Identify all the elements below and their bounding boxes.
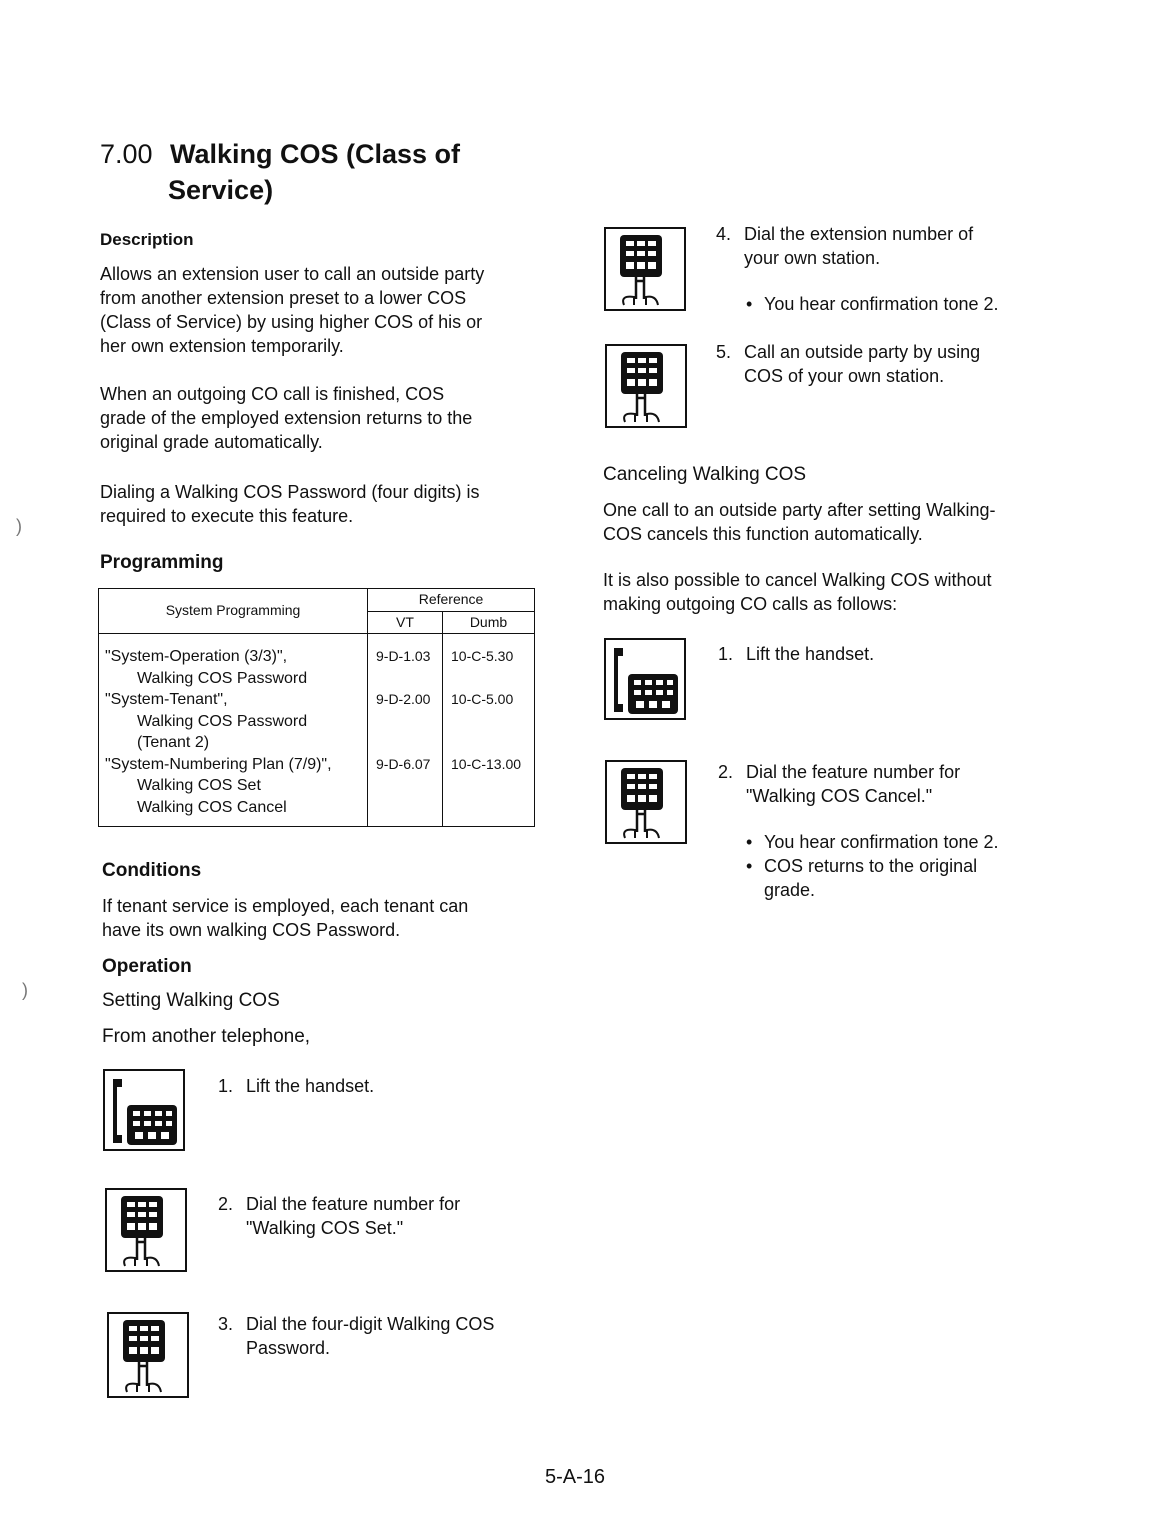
cancel-step-2: 2. Dial the feature number for "Walking COS Cancel." — [718, 762, 961, 806]
margin-mark: ) — [16, 516, 22, 536]
conditions-heading: Conditions — [102, 860, 202, 881]
page-number: 5-A-16 — [545, 1466, 606, 1488]
dumb-reference-cell: 10-C-5.30 10-C-5.00 10-C-13.00 — [443, 634, 535, 827]
dial-keypad-icon — [107, 1312, 189, 1398]
operation-heading: Operation — [102, 956, 192, 977]
operation-step-3: 3. Dial the four-digit Walking COS Password. — [218, 1314, 495, 1358]
margin-mark: ) — [22, 980, 28, 1000]
operation-step-5: 5. Call an outside party by using COS of your own station. — [716, 342, 981, 386]
programming-heading: Programming — [100, 552, 224, 573]
conditions-text: If tenant service is employed, each tenant can have its own walking COS Password. — [102, 896, 469, 940]
table-row — [99, 634, 535, 827]
column-header-reference: Reference — [368, 589, 535, 612]
step-4-bullet: • You hear confirmation tone 2. — [746, 294, 999, 314]
column-header-dumb: Dumb — [443, 611, 535, 634]
dial-keypad-icon — [105, 1188, 187, 1272]
canceling-paragraph-2: It is also possible to cancel Walking COS without making outgoing CO calls as follows: — [603, 570, 992, 614]
description-paragraph-2: When an outgoing CO call is finished, COS grade of the employed extension returns to the original grade automatically. — [100, 384, 473, 452]
section-number: 7.00 — [100, 139, 153, 169]
operation-intro: From another telephone, — [102, 1026, 311, 1047]
operation-step-2: 2. Dial the feature number for "Walking COS Set." — [218, 1194, 461, 1238]
handset-lift-icon — [103, 1069, 185, 1151]
dial-keypad-icon — [605, 344, 687, 428]
canceling-heading: Canceling Walking COS — [603, 464, 807, 485]
section-title-line1: Walking COS (Class of — [170, 139, 461, 169]
dial-keypad-icon — [604, 227, 686, 311]
description-paragraph-1: Allows an extension user to call an outside party from another extension preset to a lower COS (Class of Service) by using higher COS of his or her own extension temporarily. — [100, 264, 485, 356]
canceling-paragraph-1: One call to an outside party after setting Walking- COS cancels this function automatically. — [603, 500, 996, 544]
dial-keypad-icon — [605, 760, 687, 844]
cancel-step-2-bullets: • You hear confirmation tone 2. • COS returns to the original grade. — [746, 832, 999, 900]
section-title-line2: Service) — [168, 175, 274, 205]
operation-subheading: Setting Walking COS — [102, 990, 280, 1011]
section-title — [100, 136, 460, 208]
operation-step-4: 4. Dial the extension number of your own station. — [716, 224, 974, 268]
handset-lift-icon — [604, 638, 686, 720]
operation-step-1: 1. Lift the handset. — [218, 1076, 375, 1096]
programming-table — [98, 588, 535, 827]
cancel-step-1: 1. Lift the handset. — [718, 644, 875, 664]
vt-reference-cell: 9-D-1.03 9-D-2.00 9-D-6.07 — [368, 634, 443, 827]
system-programming-cell: "System-Operation (3/3)", Walking COS Password "System-Tenant", Walking COS Password (Tenant 2) "System-Numbering Plan (7/9)", Walking COS Set Walking COS Cancel — [99, 634, 368, 827]
column-header-system-programming: System Programming — [99, 589, 368, 634]
column-header-vt: VT — [368, 611, 443, 634]
description-paragraph-3: Dialing a Walking COS Password (four digits) is required to execute this feature. — [100, 482, 480, 526]
description-heading: Description — [100, 230, 194, 249]
